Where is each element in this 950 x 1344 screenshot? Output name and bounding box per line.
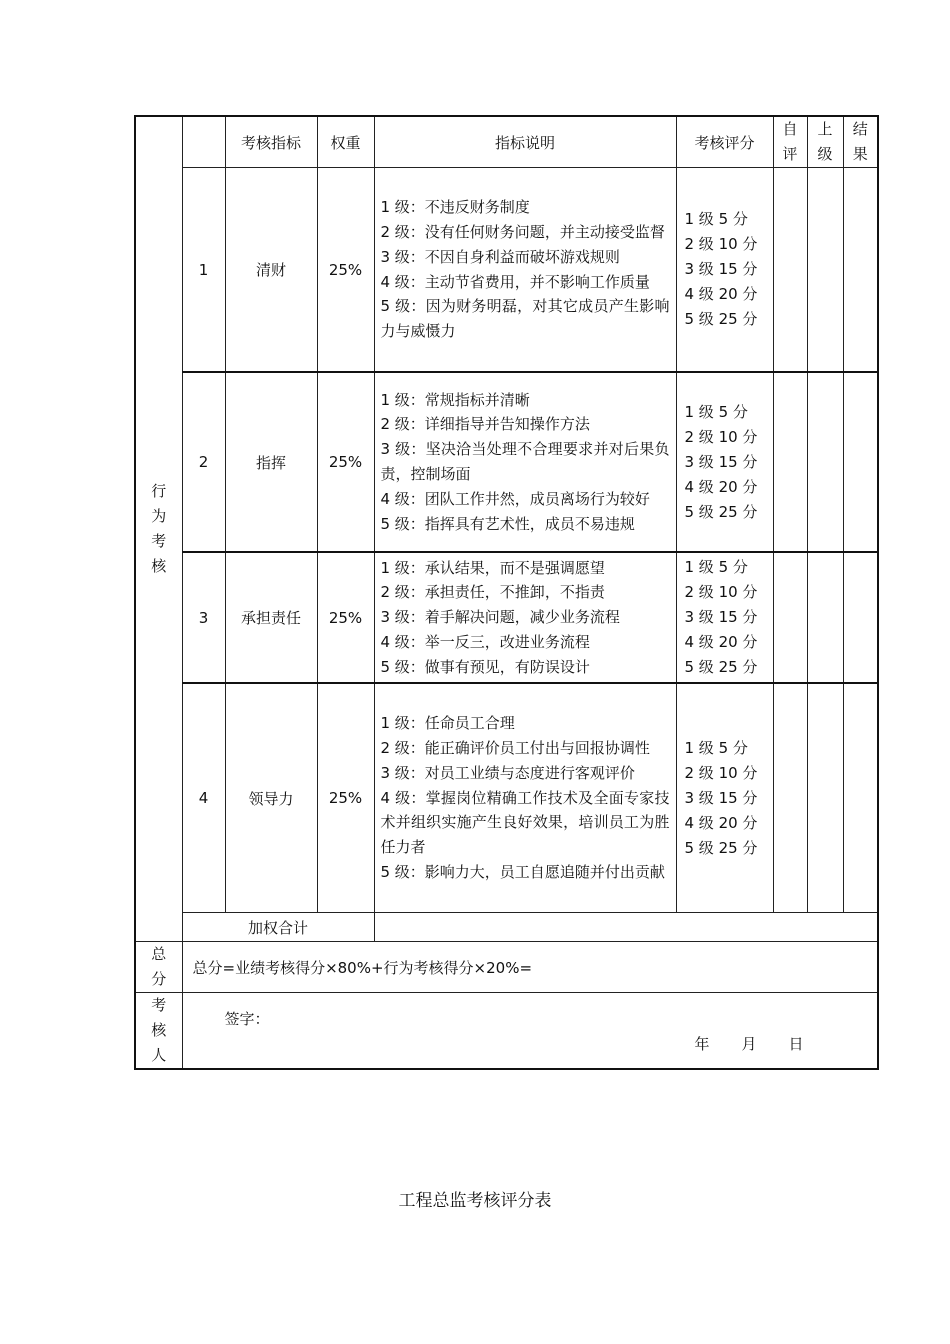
row-weight: 25% xyxy=(317,683,374,913)
assessor-label: 考 核 人 xyxy=(135,993,182,1070)
signature-cell[interactable] xyxy=(182,993,878,1070)
row-indicator: 承担责任 xyxy=(225,552,317,683)
weighted-total-label: 加权合计 xyxy=(182,913,374,942)
row-no: 2 xyxy=(182,372,225,552)
row-description: 1 级：任命员工合理 2 级：能正确评价员工付出与回报协调性 3 级：对员工业绩与态度进行客观评价 4 级：掌握岗位精确工作技术及全面专家技术并组织实施产生良好效果，培训员工为胜任力者 5 级：影响力大，员工自愿追随并付出贡献 xyxy=(374,683,676,913)
row-scoring: 1 级 5 分 2 级 10 分 3 级 15 分 4 级 20 分 5 级 25 分 xyxy=(676,552,773,683)
superior-cell[interactable] xyxy=(807,552,843,683)
self-eval-cell[interactable] xyxy=(773,552,807,683)
row-weight: 25% xyxy=(317,168,374,373)
header-indicator: 考核指标 xyxy=(225,116,317,168)
weighted-total-row xyxy=(135,913,878,942)
signature-date: 年 月 日 xyxy=(694,1035,804,1053)
row-no: 3 xyxy=(182,552,225,683)
row-no: 1 xyxy=(182,168,225,373)
header-self-eval: 自 评 xyxy=(773,116,807,168)
row-description: 1 级：常规指标并清晰 2 级：详细指导并告知操作方法 3 级：坚决洽当处理不合理要求并对后果负责，控制场面 4 级：团队工作井然，成员离场行为较好 5 级：指挥具有艺术性，成员不易违规 xyxy=(374,372,676,552)
section-label-behavior: 行 为 考 核 xyxy=(135,116,182,942)
self-eval-cell[interactable] xyxy=(773,372,807,552)
row-scoring: 1 级 5 分 2 级 10 分 3 级 15 分 4 级 20 分 5 级 25 分 xyxy=(676,168,773,373)
row-weight: 25% xyxy=(317,372,374,552)
weighted-total-value[interactable] xyxy=(374,913,878,942)
self-eval-cell[interactable] xyxy=(773,168,807,373)
result-cell[interactable] xyxy=(843,168,878,373)
header-description: 指标说明 xyxy=(374,116,676,168)
header-result: 结 果 xyxy=(843,116,878,168)
header-no xyxy=(182,116,225,168)
assessor-row xyxy=(135,993,878,1070)
total-label: 总 分 xyxy=(135,942,182,993)
header-weight: 权重 xyxy=(317,116,374,168)
result-cell[interactable] xyxy=(843,372,878,552)
result-cell[interactable] xyxy=(843,552,878,683)
row-no: 4 xyxy=(182,683,225,913)
signature-label: 签字： xyxy=(224,1010,270,1028)
table-row xyxy=(135,168,878,373)
row-weight: 25% xyxy=(317,552,374,683)
total-row xyxy=(135,942,878,993)
table-row xyxy=(135,372,878,552)
superior-cell[interactable] xyxy=(807,683,843,913)
row-description: 1 级：不违反财务制度 2 级：没有任何财务问题，并主动接受监督 3 级：不因自身利益而破坏游戏规则 4 级：主动节省费用，并不影响工作质量 5 级：因为财务明磊，对其它成员产生影响力与威慑力 xyxy=(374,168,676,373)
row-indicator: 领导力 xyxy=(225,683,317,913)
page-caption: 工程总监考核评分表 xyxy=(398,1191,552,1211)
table-row xyxy=(135,683,878,913)
row-indicator: 清财 xyxy=(225,168,317,373)
self-eval-cell[interactable] xyxy=(773,683,807,913)
total-formula: 总分=业绩考核得分×80%+行为考核得分×20%= xyxy=(182,942,878,993)
row-description: 1 级：承认结果，而不是强调愿望 2 级：承担责任，不推卸，不指责 3 级：着手解决问题，减少业务流程 4 级：举一反三，改进业务流程 5 级：做事有预见，有防误设计 xyxy=(374,552,676,683)
header-superior: 上 级 xyxy=(807,116,843,168)
header-row xyxy=(135,116,878,168)
header-scoring: 考核评分 xyxy=(676,116,773,168)
row-indicator: 指挥 xyxy=(225,372,317,552)
superior-cell[interactable] xyxy=(807,168,843,373)
row-scoring: 1 级 5 分 2 级 10 分 3 级 15 分 4 级 20 分 5 级 25 分 xyxy=(676,372,773,552)
superior-cell[interactable] xyxy=(807,372,843,552)
table-row xyxy=(135,552,878,683)
result-cell[interactable] xyxy=(843,683,878,913)
row-scoring: 1 级 5 分 2 级 10 分 3 级 15 分 4 级 20 分 5 级 25 分 xyxy=(676,683,773,913)
assessment-table xyxy=(134,115,879,1070)
